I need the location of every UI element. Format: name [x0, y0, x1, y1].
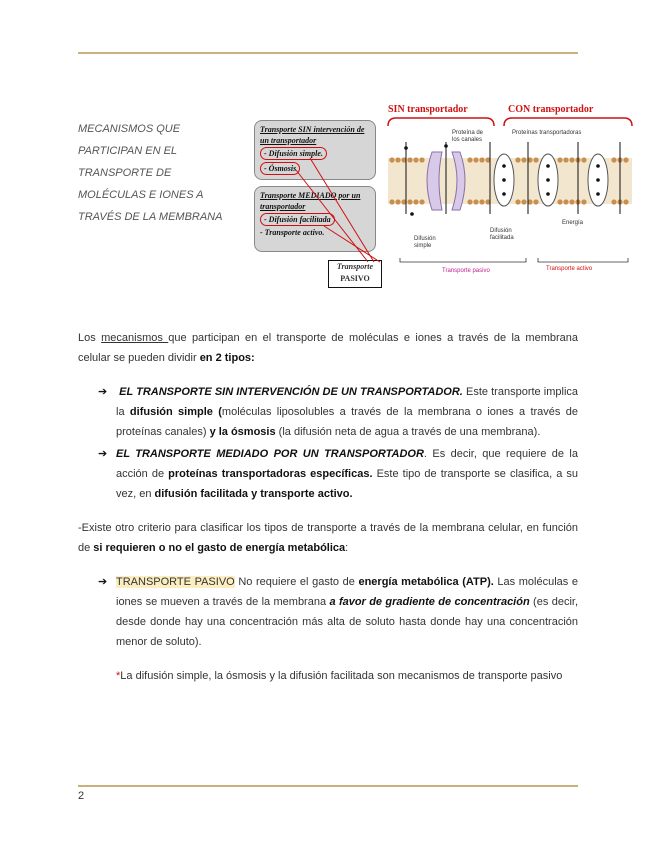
- asterisk: *: [116, 670, 121, 682]
- box1-item1: - Difusión simple.: [260, 147, 327, 160]
- difusion-simple-label: Difusión simple: [414, 236, 436, 249]
- footer-rule: [78, 785, 578, 787]
- proteinas-transportadoras-label: Proteínas transportadoras: [512, 130, 582, 136]
- bullet-arrow: ➔: [98, 386, 108, 398]
- page-number: 2: [78, 790, 85, 802]
- proteina-canales-label: Proteína de los canales: [452, 130, 484, 143]
- highlighted-term: TRANSPORTE PASIVO: [116, 576, 235, 588]
- sin-brace: [388, 118, 494, 126]
- pasivo-line2: PASIVO: [340, 274, 370, 283]
- connector-lines: [296, 158, 380, 262]
- bullet-arrow: ➔: [98, 448, 108, 460]
- list-item-mediado-transportador: EL TRANSPORTE MEDIADO POR UN TRANSPORTADOR. Es decir, que requiere de la acción de proteínas transportadoras específicas. Este tipo de transporte se clasifica, a su vez, en difusión facilitada y transporte activo.: [116, 448, 578, 500]
- note-paragraph: *La difusión simple, la ósmosis y la difusión facilitada son mecanismos de transporte pasivo: [116, 670, 563, 682]
- list-item-sin-transportador: EL TRANSPORTE SIN INTERVENCIÓN DE UN TRANSPORTADOR. Este transporte implica la difusión simple (moléculas liposolubles a través de la membrana o iones a través de proteínas canales) y la ósmosis (la difusión neta de agua a través de una membrana).: [116, 386, 579, 438]
- box1-item2: - Ósmosis: [260, 162, 300, 175]
- mecanismos-link: mecanismos: [101, 332, 169, 344]
- energia-label: Energía: [562, 220, 584, 226]
- transporte-activo-label: Transporte activo: [546, 266, 593, 272]
- box2-header: Transporte MEDIADO por un transportador: [260, 191, 361, 211]
- transporte-pasivo-label: Transporte pasivo: [442, 268, 490, 274]
- sin-transportador-label: SIN transportador: [388, 104, 468, 115]
- bottom-brackets: [400, 258, 628, 262]
- membrane-transport-figure: [246, 102, 636, 292]
- side-title: MECANISMOS QUE PARTICIPAN EN EL TRANSPORTE DE MOLÉCULAS E IONES A TRAVÉS DE LA MEMBRANA: [78, 123, 223, 223]
- header-rule: [78, 52, 578, 54]
- difusion-facilitada-label: Difusión facilitada: [490, 228, 514, 241]
- carrier-proteins: [494, 154, 608, 206]
- pasivo-line1: Transporte: [336, 262, 374, 271]
- box2-item1: - Difusión facilitada: [260, 213, 335, 226]
- criterio-paragraph: -Existe otro criterio para clasificar los tipos de transporte a través de la membrana celular, en función de si requieren o no el gasto de energía metabólica:: [78, 522, 578, 554]
- bullet-arrow: ➔: [98, 576, 108, 588]
- intro-paragraph: Los mecanismos que participan en el transporte de moléculas e iones a través de la membrana celular se pueden dividir en 2 tipos:: [78, 332, 578, 364]
- box2-item2: - Transporte activo.: [260, 228, 325, 237]
- list-item-transporte-pasivo: TRANSPORTE PASIVO No requiere el gasto de energía metabólica (ATP). Las moléculas e iones se mueven a través de la membrana a favor de gradiente de concentración (es decir, desde donde hay una concentración más alta de soluto hasta donde hay una concentración menor de soluto).: [116, 576, 578, 648]
- con-transportador-label: CON transportador: [508, 104, 594, 115]
- con-brace: [504, 118, 632, 126]
- box1-header: Transporte SIN intervención de un transportador: [260, 125, 365, 145]
